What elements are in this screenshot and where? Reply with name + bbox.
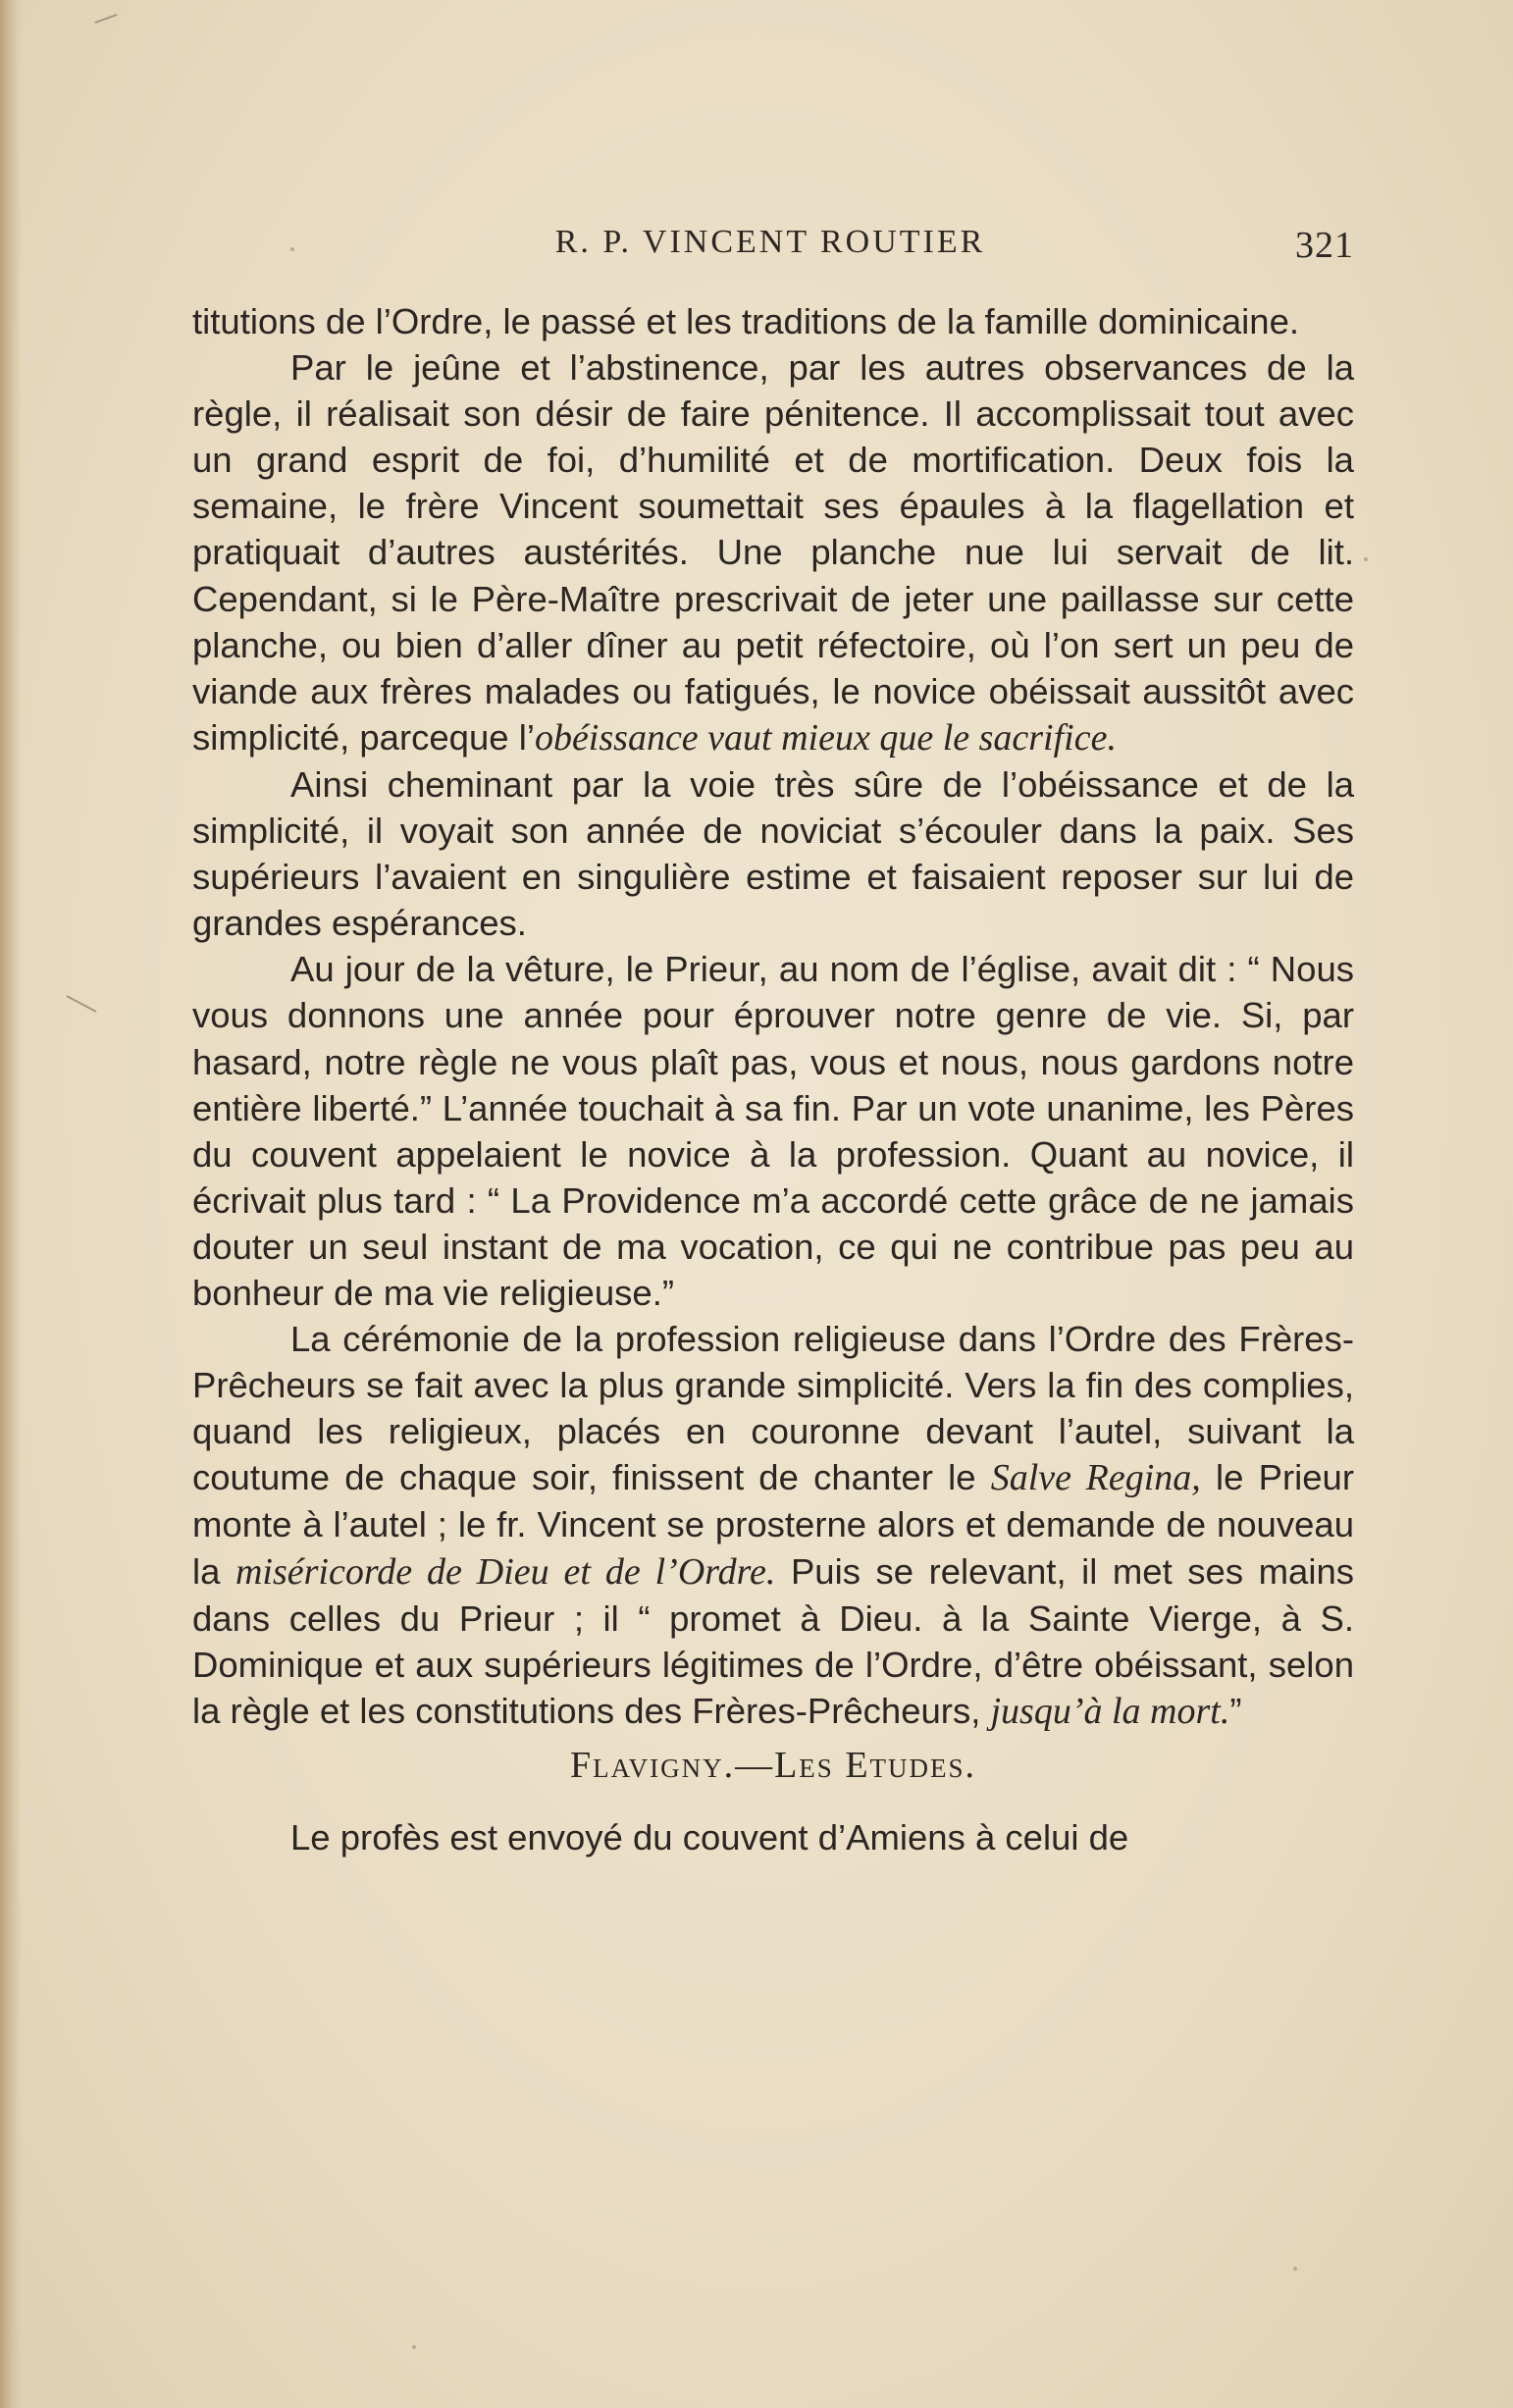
italic-phrase: jusqu’à la mort. xyxy=(990,1690,1230,1732)
paragraph-text: Puis se relevant, il met ses mains dans celles du Prieur ; il “ promet à Dieu. à la Sainte Vierge, à S. Dominique et aux supérieurs légitimes de l’Ordre, d’être obéissant, selon la règle et les constitutions des Frères-Prêcheurs, xyxy=(192,1550,1354,1731)
margin-mark xyxy=(94,14,117,24)
paragraph-2 xyxy=(192,344,1354,761)
paragraph-text: Ainsi cheminant par la voie très sûre de l’obéissance et de la simplicité, il voyait son année de noviciat s’écouler dans la paix. Ses supérieurs l’avaient en singulière estime et faisaient reposer sur lui de grandes espérances. xyxy=(192,763,1354,944)
running-header xyxy=(186,224,1354,273)
paragraph-3 xyxy=(192,761,1354,946)
paragraph-text: Le profès est envoyé du couvent d’Amiens à celui de xyxy=(290,1817,1129,1858)
body-text xyxy=(192,298,1354,1860)
paper-speck xyxy=(412,2345,416,2349)
paragraph-text: La cérémonie de la profession religieuse dans l’Ordre des Frères-Prêcheurs se fait avec la plus grande simplicité. Vers la fin des complies, quand les religieux, placés en couronne devant l’autel, suivant la coutume de chaque soir, finissent de chanter le xyxy=(192,1319,1354,1498)
paragraph-text: Par le jeûne et l’abstinence, par les autres observances de la règle, il réalisait son désir de faire pénitence. Il accomplissait tout avec un grand esprit de foi, d’humilité et de mortification. Deux fois la semaine, le frère Vincent soumettait ses épaules à la flagellation et pratiquait d’autres austérités. Une planche nue lui servait de lit. Cependant, si le Père-Maître prescrivait de jeter une paillasse sur cette planche, ou bien d’aller dîner au petit réfectoire, où l’on sert un peu de viande aux frères malades ou fatigués, le novice obéissait aussitôt avec simplicité, parceque l’ xyxy=(192,347,1354,758)
paper-speck xyxy=(290,247,294,251)
section-heading: Flavigny.—Les Etudes. xyxy=(569,1744,977,1786)
paragraph-1 xyxy=(192,298,1354,344)
closing-paragraph xyxy=(192,1814,1354,1860)
margin-mark xyxy=(67,995,97,1013)
running-title: R. P. VINCENT ROUTIER xyxy=(554,224,986,260)
paragraph-4 xyxy=(192,946,1354,1316)
paragraph-5 xyxy=(192,1316,1354,1735)
italic-phrase: miséricorde de Dieu et de l’Ordre. xyxy=(235,1550,776,1593)
page-number: 321 xyxy=(1295,225,1354,266)
paragraph-text: le Prieur monte à l’autel ; le fr. Vincent se prosterne alors et demande de nouveau la xyxy=(192,1457,1354,1592)
page-binding-edge xyxy=(0,0,22,2408)
italic-phrase: obéissance vaut mieux que le sacrifice. xyxy=(534,716,1117,759)
paper-speck xyxy=(1364,557,1368,561)
italic-phrase: Salve Regina, xyxy=(990,1457,1201,1499)
paragraph-text: ” xyxy=(1229,1690,1242,1731)
paragraph-text: titutions de l’Ordre, le passé et les traditions de la famille dominicaine. xyxy=(192,301,1300,341)
paragraph-text: Au jour de la vêture, le Prieur, au nom de l’église, avait dit : “ Nous vous donnons une année pour éprouver notre genre de vie. Si, par hasard, notre règle ne vous plaît pas, vous et nous, nous gardons notre entière liberté.” L’année touchait à sa fin. Par un vote unanime, les Pères du couvent appelaient le novice à la profession. Quant au novice, il écrivait plus tard : “ La Providence m’a accordé cette grâce de ne jamais douter un seul instant de ma vocation, ce qui ne contribue pas peu au bonheur de ma vie religieuse.” xyxy=(192,949,1354,1313)
paper-speck xyxy=(1293,2267,1297,2271)
